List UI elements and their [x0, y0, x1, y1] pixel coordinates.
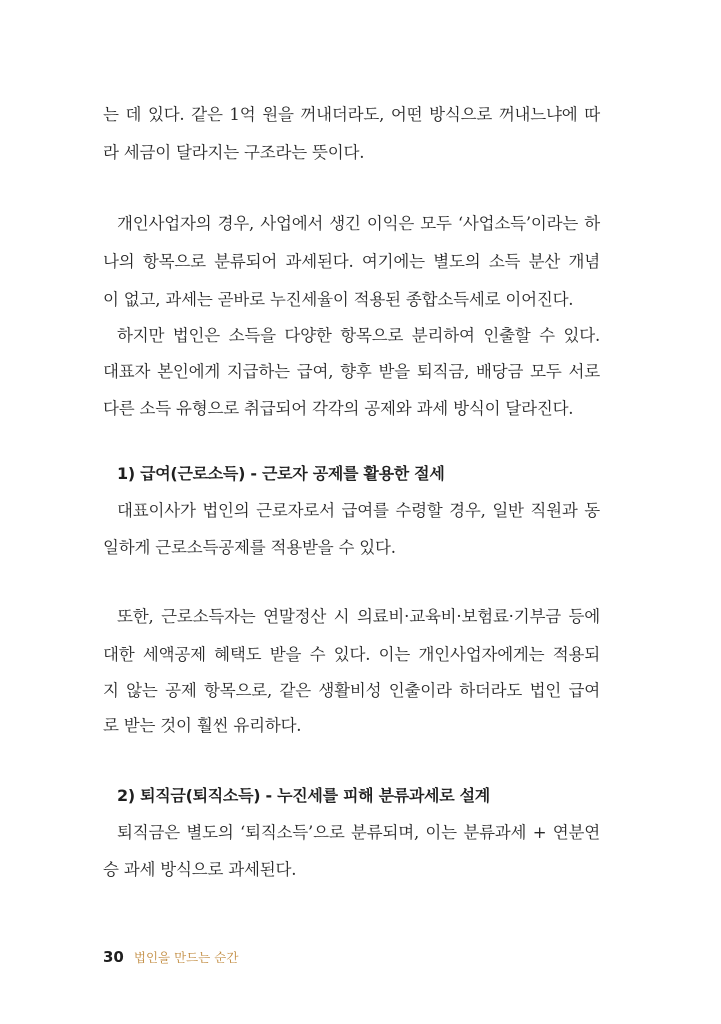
body-line: 하지만 법인은 소득을 다양한 항목으로 분리하여 인출할 수 있다.	[117, 326, 600, 345]
body-line: 나의 항목으로 분류되어 과세된다. 여기에는 별도의 소득 분산 개념	[103, 252, 600, 271]
body-line: 라 세금이 달라지는 구조라는 뜻이다.	[103, 143, 365, 162]
body-line: 또한, 근로소득자는 연말정산 시 의료비·교육비·보험료·기부금 등에	[117, 607, 600, 626]
body-line: 대표자 본인에게 지급하는 급여, 향후 받을 퇴직금, 배당금 모두 서로	[103, 362, 600, 381]
body-line: 이 없고, 과세는 곧바로 누진세율이 적용된 종합소득세로 이어진다.	[103, 290, 574, 309]
page-footer	[103, 948, 238, 968]
body-line: 대표이사가 법인의 근로자로서 급여를 수령할 경우, 일반 직원과 동	[117, 501, 600, 520]
body-line: 다른 소득 유형으로 취급되어 각각의 공제와 과세 방식이 달라진다.	[103, 399, 574, 418]
body-line: 승 과세 방식으로 과세된다.	[103, 860, 297, 879]
body-line: 개인사업자의 경우, 사업에서 생긴 이익은 모두 ‘사업소득’이라는 하	[117, 214, 600, 233]
section-heading: 1) 급여(근로소득) - 근로자 공제를 활용한 절세	[117, 464, 445, 483]
running-book-title: 법인을 만드는 순간	[133, 950, 239, 965]
section-heading: 2) 퇴직금(퇴직소득) - 누진세를 피해 분류과세로 설계	[117, 786, 490, 805]
body-line: 로 받는 것이 훨씬 유리하다.	[103, 716, 302, 735]
page-number: 30	[103, 948, 124, 966]
body-line: 일하게 근로소득공제를 적용받을 수 있다.	[103, 538, 396, 557]
body-line: 퇴직금은 별도의 ‘퇴직소득’으로 분류되며, 이는 분류과세 + 연분연	[117, 823, 600, 842]
body-line: 대한 세액공제 혜택도 받을 수 있다. 이는 개인사업자에게는 적용되	[103, 645, 600, 664]
body-line: 는 데 있다. 같은 1억 원을 꺼내더라도, 어떤 방식으로 꺼내느냐에 따	[103, 105, 600, 124]
body-line: 지 않는 공제 항목으로, 같은 생활비성 인출이라 하더라도 법인 급여	[103, 681, 600, 700]
